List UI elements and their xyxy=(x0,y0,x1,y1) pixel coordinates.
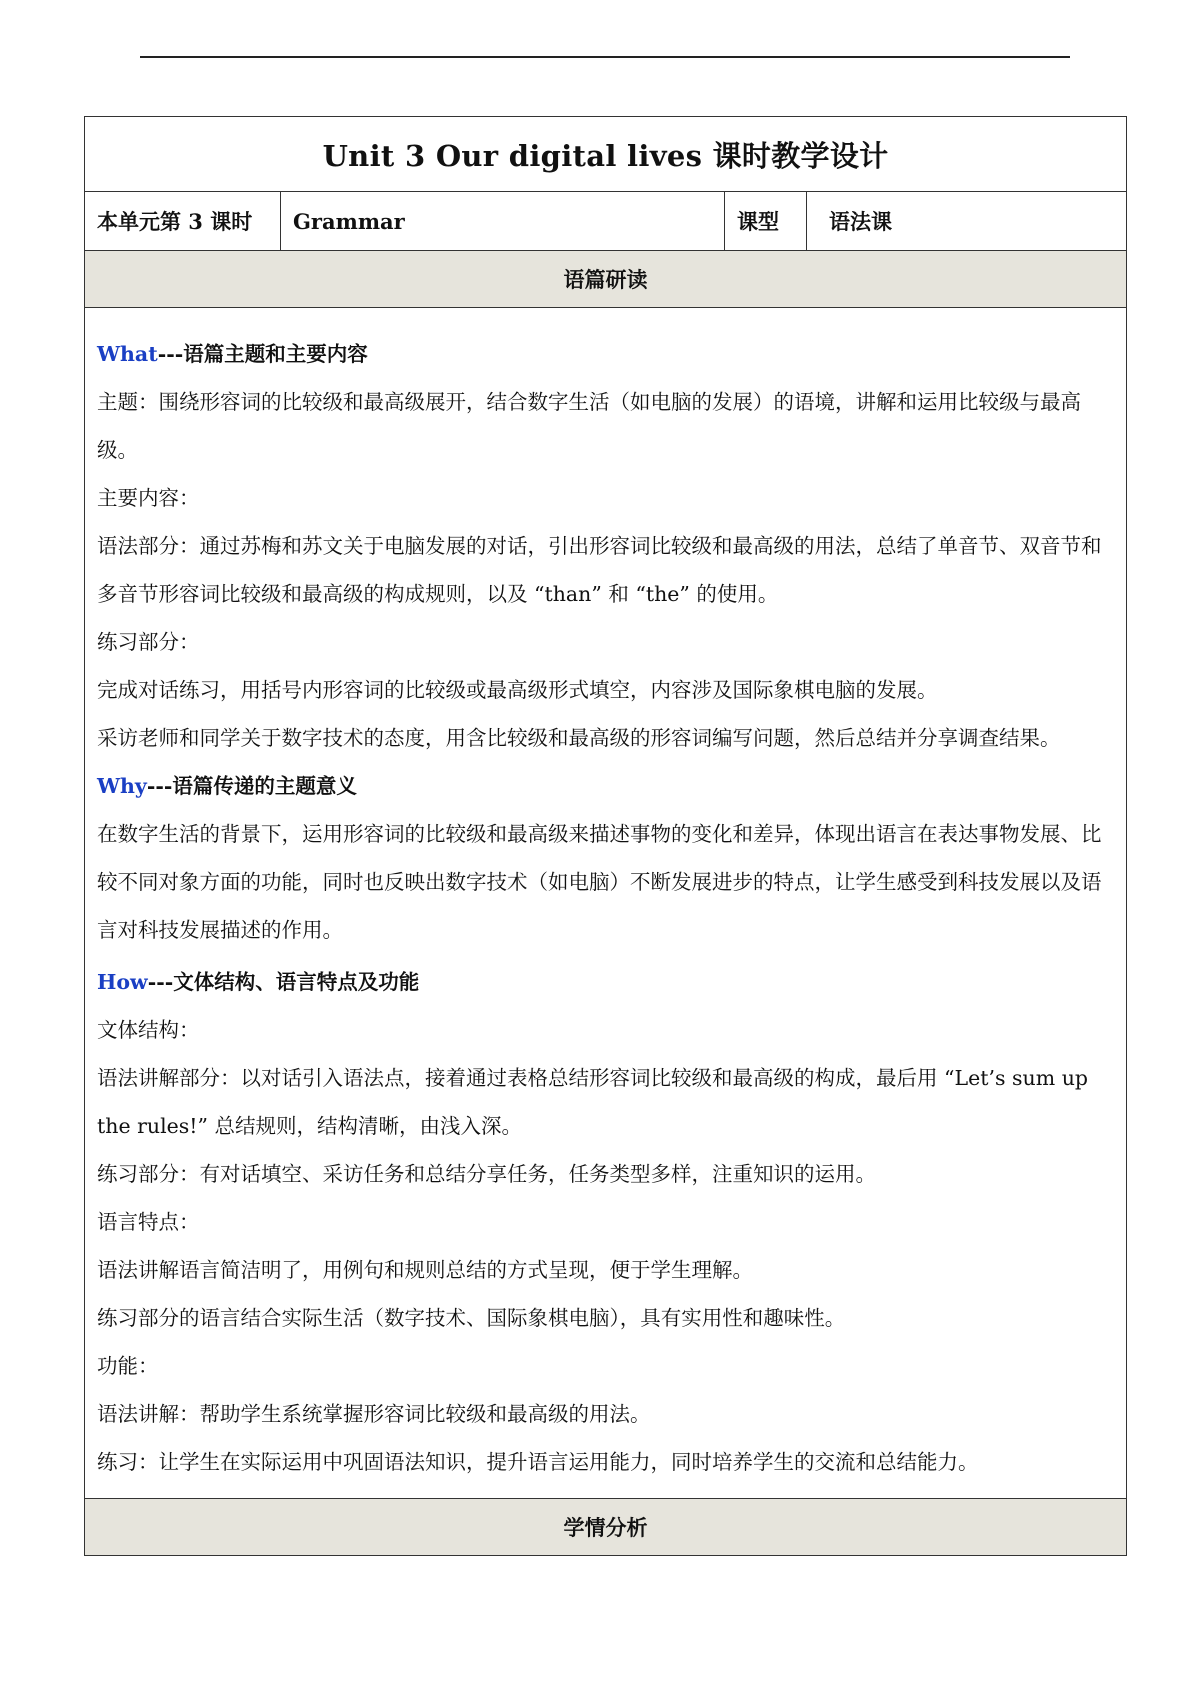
how-function-label: 功能： xyxy=(97,1354,159,1378)
how-heading xyxy=(97,958,1116,1006)
what-grammar-part: 语法部分：通过苏梅和苏文关于电脑发展的对话，引出形容词比较级和最高级的用法，总结了单音节、双音节和多音节形容词比较级和最高级的构成规则，以及 “than” 和 “the” 的使用。 xyxy=(97,534,1102,606)
lesson-type-value: 语法课 xyxy=(807,192,1127,251)
lesson-design-table xyxy=(84,116,1127,1556)
what-content-label: 主要内容： xyxy=(97,486,200,510)
how-language-item: 练习部分的语言结合实际生活（数字技术、国际象棋电脑），具有实用性和趣味性。 xyxy=(97,1306,846,1330)
why-text: 在数字生活的背景下，运用形容词的比较级和最高级来描述事物的变化和差异，体现出语言在表达事物发展、比较不同对象方面的功能，同时也反映出数字技术（如电脑）不断发展进步的特点，让学生感受到科技发展以及语言对科技发展描述的作用。 xyxy=(97,822,1102,942)
what-practice-item: 采访老师和同学关于数字技术的态度，用含比较级和最高级的形容词编写问题，然后总结并分享调查结果。 xyxy=(97,726,1061,750)
lesson-type-label: 课型 xyxy=(725,192,807,251)
how-function-item: 练习：让学生在实际运用中巩固语法知识，提升语言运用能力，同时培养学生的交流和总结能力。 xyxy=(97,1450,979,1474)
lesson-number-label: 本单元第 3 课时 xyxy=(85,192,281,251)
what-heading xyxy=(97,330,1116,378)
what-title: ---语篇主题和主要内容 xyxy=(157,342,368,366)
how-language-item: 语法讲解语言简洁明了，用例句和规则总结的方式呈现，便于学生理解。 xyxy=(97,1258,753,1282)
how-label: How xyxy=(97,970,148,994)
why-label: Why xyxy=(97,774,147,798)
header-rule xyxy=(140,56,1070,58)
how-function-item: 语法讲解：帮助学生系统掌握形容词比较级和最高级的用法。 xyxy=(97,1402,651,1426)
what-practice-item: 完成对话练习，用括号内形容词的比较级或最高级形式填空，内容涉及国际象棋电脑的发展。 xyxy=(97,678,938,702)
section-heading-analysis: 学情分析 xyxy=(85,1499,1127,1556)
section-heading-reading: 语篇研读 xyxy=(85,251,1127,308)
what-label: What xyxy=(97,342,158,366)
what-practice-label: 练习部分： xyxy=(97,630,200,654)
how-structure-item: 练习部分：有对话填空、采访任务和总结分享任务，任务类型多样，注重知识的运用。 xyxy=(97,1162,876,1186)
why-heading xyxy=(97,762,1116,810)
lesson-meta-row xyxy=(85,192,1127,251)
lesson-name: Grammar xyxy=(281,192,725,251)
how-title: ---文体结构、语言特点及功能 xyxy=(147,970,420,994)
why-title: ---语篇传递的主题意义 xyxy=(146,774,357,798)
how-language-label: 语言特点： xyxy=(97,1210,200,1234)
document-title: Unit 3 Our digital lives 课时教学设计 xyxy=(85,117,1127,192)
how-structure-label: 文体结构： xyxy=(97,1018,200,1042)
what-theme: 主题：围绕形容词的比较级和最高级展开，结合数字生活（如电脑的发展）的语境，讲解和运用比较级与最高级。 xyxy=(97,390,1081,462)
reading-analysis-body xyxy=(85,308,1127,1499)
how-structure-item: 语法讲解部分：以对话引入语法点，接着通过表格总结形容词比较级和最高级的构成，最后用 “Let’s sum up the rules!” 总结规则，结构清晰，由浅入深。 xyxy=(97,1066,1089,1138)
